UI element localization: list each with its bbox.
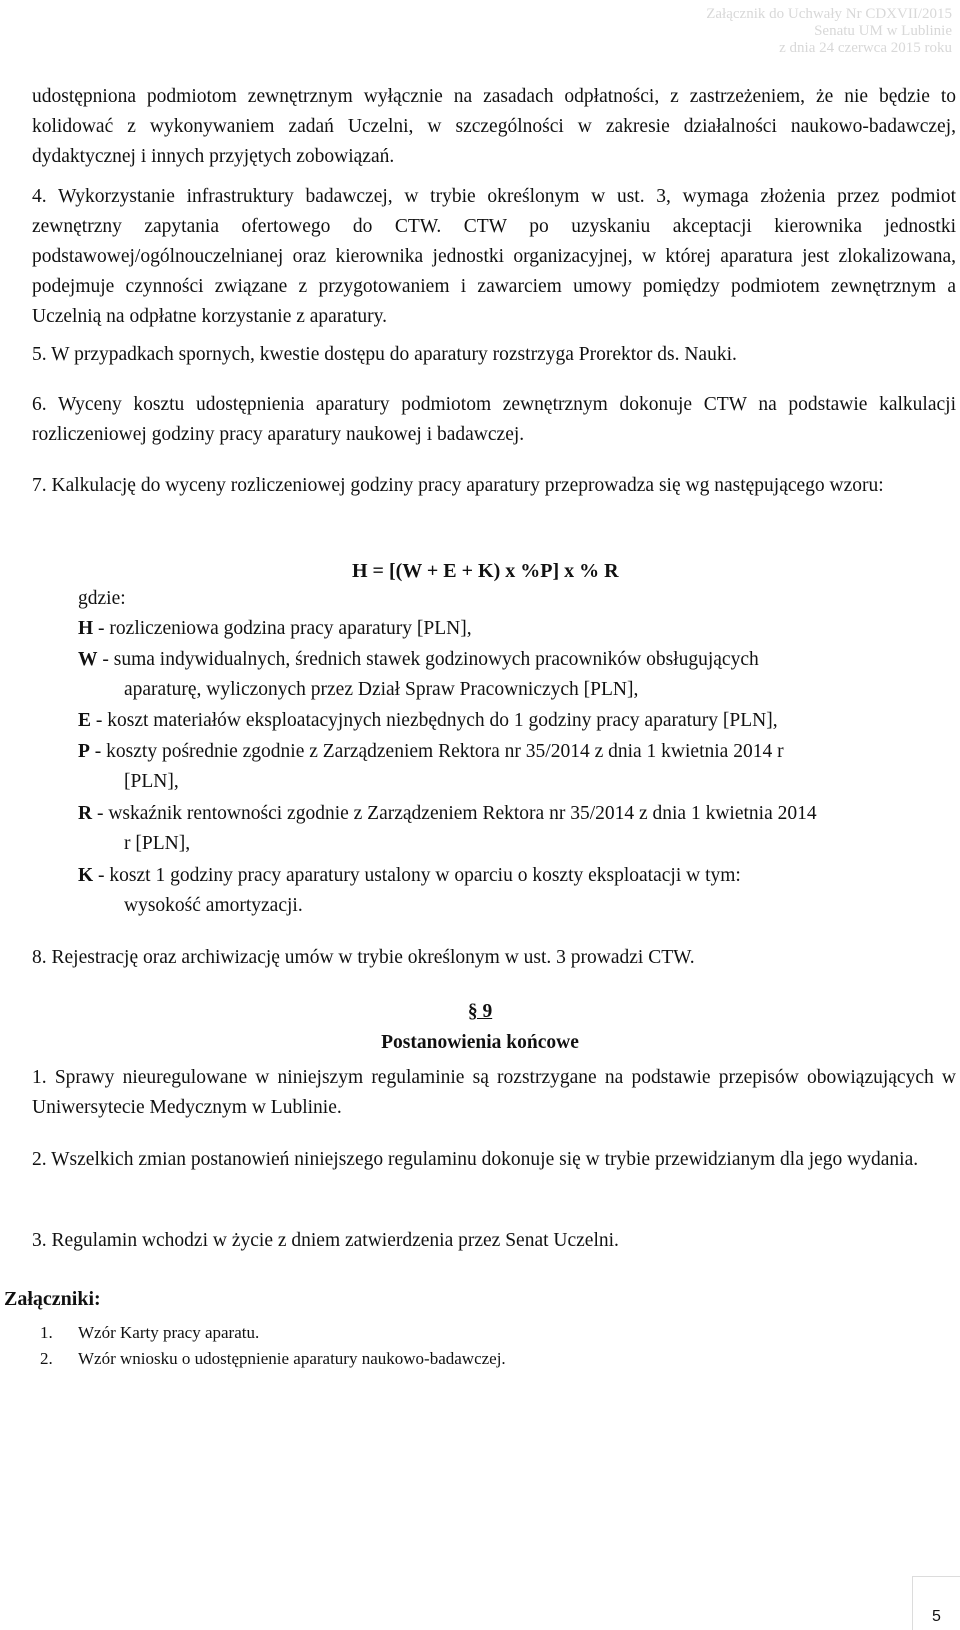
page-number: 5 bbox=[912, 1576, 960, 1630]
attachment-text: Wzór wniosku o udostępnienie aparatury naukowo-badawczej. bbox=[78, 1349, 506, 1368]
definition-text: - koszt materiałów eksploatacyjnych niezbędnych do 1 godziny pracy aparatury [PLN], bbox=[95, 710, 778, 731]
intro-paragraph: udostępniona podmiotom zewnętrznym wyłącznie na zasadach odpłatności, z zastrzeżeniem, że nie będzie to kolidować z wykonywaniem zadań Uczelni, w szczególności w zakresie działalności naukowo-badawczej, dydaktycznej i innych przyjętych zobowiązań. bbox=[32, 86, 956, 167]
definition-key: R bbox=[78, 803, 93, 824]
definition-key: E bbox=[78, 710, 92, 731]
section-title: Postanowienia końcowe bbox=[381, 1032, 579, 1053]
definition-w bbox=[78, 645, 956, 705]
definition-continuation: r [PLN], bbox=[124, 833, 191, 854]
definition-r bbox=[78, 799, 956, 859]
definition-key: K bbox=[78, 865, 94, 886]
point-text: Kalkulację do wyceny rozliczeniowej godziny pracy aparatury przeprowadza się wg następującego wzoru: bbox=[51, 475, 884, 496]
definition-continuation: [PLN], bbox=[124, 771, 179, 792]
header-line-2: Senatu UM w Lublinie bbox=[814, 23, 952, 39]
point-number: 5. bbox=[32, 344, 47, 365]
point-text: Wykorzystanie infrastruktury badawczej, w trybie określonym w ust. 3, wymaga złożenia przez podmiot zewnętrzny zapytania ofertowego do CTW. CTW po uzyskaniu akceptacji kierownika jednostki podstawowej/ogólnouczelnianej oraz kierownika jednostki organizacyjnej, w której aparatura jest zlokalizowana, podejmuje czynności związane z przygotowaniem i zawarciem umowy pomiędzy podmiotem zewnętrznym a Uczelnią na odpłatne korzystanie z aparatury. bbox=[32, 186, 956, 327]
point-number: 4. bbox=[32, 186, 47, 207]
definition-text: - koszty pośrednie zgodnie z Zarządzeniem Rektora nr 35/2014 z dnia 1 kwietnia 2014 r bbox=[94, 741, 784, 762]
definition-key: H bbox=[78, 618, 94, 639]
point-number: 8. bbox=[32, 947, 47, 968]
header-line-3: z dnia 24 czerwca 2015 roku bbox=[779, 40, 952, 56]
final-point-1 bbox=[32, 1063, 956, 1123]
point-number: 6. bbox=[32, 394, 47, 415]
definition-continuation: wysokość amortyzacji. bbox=[124, 895, 303, 916]
document-header bbox=[706, 6, 952, 57]
point-number: 7. bbox=[32, 475, 47, 496]
final-point-3 bbox=[32, 1226, 956, 1256]
definition-text: - wskaźnik rentowności zgodnie z Zarządzeniem Rektora nr 35/2014 z dnia 1 kwietnia 2014 bbox=[96, 803, 817, 824]
definition-k bbox=[78, 861, 956, 921]
point-number: 3. bbox=[32, 1230, 47, 1251]
definition-h bbox=[78, 614, 956, 644]
definition-e bbox=[78, 706, 956, 736]
section-sign bbox=[0, 997, 960, 1027]
attachment-number: 1. bbox=[40, 1323, 53, 1342]
definition-continuation: aparaturę, wyliczonych przez Dział Spraw Pracowniczych [PLN], bbox=[124, 679, 639, 700]
definition-key: P bbox=[78, 741, 90, 762]
point-text: Wyceny kosztu udostępnienia aparatury podmiotom zewnętrznym dokonuje CTW na podstawie kalkulacji rozliczeniowej godziny pracy aparatury naukowej i badawczej. bbox=[32, 394, 956, 445]
list-item bbox=[40, 1346, 506, 1372]
final-point-2 bbox=[32, 1145, 956, 1175]
section-number: § 9 bbox=[467, 1001, 493, 1022]
point-number: 2. bbox=[32, 1149, 47, 1170]
definition-key: W bbox=[78, 649, 98, 670]
point-number: 1. bbox=[32, 1067, 47, 1088]
header-line-1: Załącznik do Uchwały Nr CDXVII/2015 bbox=[706, 6, 952, 22]
point-text: W przypadkach spornych, kwestie dostępu do aparatury rozstrzyga Prorektor ds. Nauki. bbox=[51, 344, 737, 365]
point-5 bbox=[32, 340, 956, 370]
definition-text: - rozliczeniowa godzina pracy aparatury [PLN], bbox=[98, 618, 472, 639]
point-text: Rejestrację oraz archiwizację umów w trybie określonym w ust. 3 prowadzi CTW. bbox=[51, 947, 695, 968]
attachments-title: Załączniki: bbox=[4, 1288, 101, 1310]
point-text: Regulamin wchodzi w życie z dniem zatwierdzenia przez Senat Uczelni. bbox=[51, 1230, 619, 1251]
definition-p bbox=[78, 737, 956, 797]
point-4 bbox=[32, 182, 956, 332]
point-6 bbox=[32, 390, 956, 450]
where-label: gdzie: bbox=[78, 588, 126, 609]
point-text: Wszelkich zmian postanowień niniejszego regulaminu dokonuje się w trybie przewidzianym dla jego wydania. bbox=[51, 1149, 919, 1170]
point-8 bbox=[32, 943, 956, 973]
list-item bbox=[40, 1320, 506, 1346]
cost-formula: H = [(W + E + K) x %P] x % R bbox=[352, 560, 619, 582]
point-text: Sprawy nieuregulowane w niniejszym regulaminie są rozstrzygane na podstawie przepisów obowiązujących w Uniwersytecie Medycznym w Lublinie. bbox=[32, 1067, 956, 1118]
point-7 bbox=[32, 471, 956, 501]
attachment-number: 2. bbox=[40, 1349, 53, 1368]
definition-text: - koszt 1 godziny pracy aparatury ustalony w oparciu o koszty eksploatacji w tym: bbox=[98, 865, 741, 886]
attachment-text: Wzór Karty pracy aparatu. bbox=[78, 1323, 260, 1342]
attachments-list bbox=[40, 1320, 506, 1372]
definition-text: - suma indywidualnych, średnich stawek godzinowych pracowników obsługujących bbox=[102, 649, 759, 670]
